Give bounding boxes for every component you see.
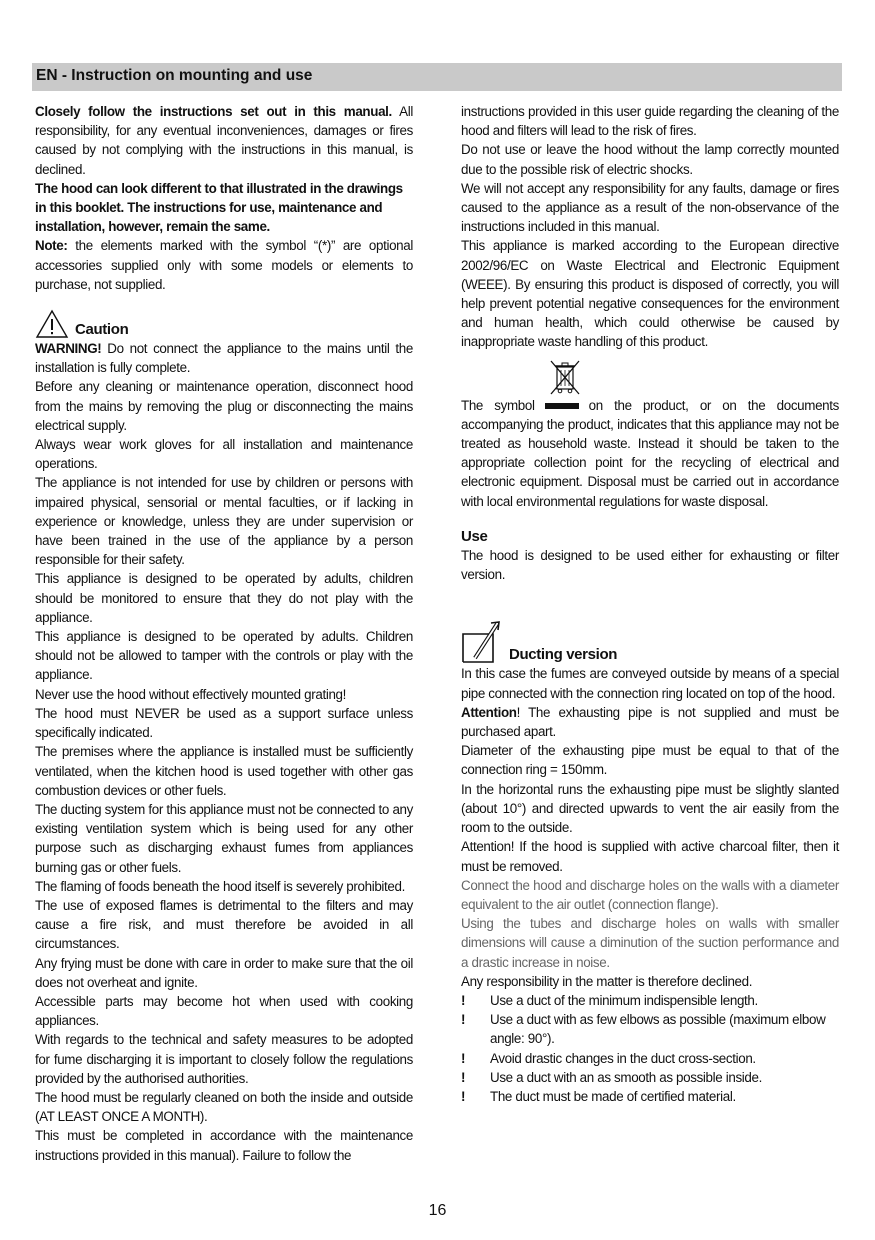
crossed-out-bin-icon [547, 358, 583, 396]
exclamation-icon: ! [461, 1088, 466, 1104]
right-paragraph-2: Do not use or leave the hood without the lamp correctly mounted due to the possible risk of electric shocks. [461, 142, 839, 177]
caution-paragraph-2: Always wear work gloves for all installation and maintenance operations. [35, 437, 413, 472]
caution-paragraph-1: Before any cleaning or maintenance operation, disconnect hood from the mains by removing the plug or disconnecting the mains electrical supply. [35, 379, 413, 433]
caution-paragraph-11: The use of exposed flames is detrimental to the filters and may cause a fire risk, and must therefore be avoided in all circumstances. [35, 897, 413, 952]
bullet-text: The duct must be made of certified material. [490, 1088, 736, 1104]
caution-paragraph-3: The appliance is not intended for use by children or persons with impaired physical, sensorial or mental faculties, or if lacking in experience or knowledge, unless they are under supervision or have been trained in the use of the appliance by a person responsible for their safety. [35, 475, 413, 568]
note-paragraph [35, 236, 413, 294]
caution-paragraph-14: With regards to the technical and safety measures to be adopted for fume discharging it is important to closely follow the regulations provided by the authorised authorities. [35, 1032, 413, 1086]
responsibility-text: Any responsibility in the matter is therefore declined. [461, 973, 753, 989]
ducting-title: Ducting version [509, 646, 618, 664]
intro-bold: Closely follow the instructions set out in this manual. [35, 104, 392, 119]
caution-heading [35, 309, 413, 339]
right-column [461, 102, 839, 1106]
symbol-paragraph [461, 396, 839, 511]
warning-text: Do not connect the appliance to the mains until the installation is fully complete. [35, 341, 413, 376]
left-column [35, 102, 413, 1165]
intro-text: All responsibility, for any eventual inconveniences, damages or fires caused by not complying with the instructions in this manual, is declined. [35, 104, 413, 177]
ducting-house-icon [461, 620, 503, 664]
page-title: EN - Instruction on mounting and use [36, 67, 313, 84]
weee-paragraph: This appliance is marked according to the European directive 2002/96/EC on Waste Electrical and Electronic Equipment (WEEE). By ensuring this product is disposed of correctly, you will help prevent potential negative consequences for the environment and human health, which could otherwise be caused by inappropriate waste handling of this product. [461, 238, 839, 350]
attention-label: Attention [461, 704, 517, 720]
list-item [461, 991, 839, 1010]
right-paragraph-3: We will not accept any responsibility for any faults, damage or fires caused to the appliance as a result of the non-observance of the instructions included in this manual. [461, 180, 839, 235]
caution-paragraph-13: Accessible parts may become hot when used with cooking appliances. [35, 993, 413, 1029]
use-text: The hood is designed to be used either for exhausting or filter version. [461, 548, 839, 583]
list-item [461, 1087, 839, 1106]
caution-paragraph-6: Never use the hood without effectively mounted grating! [35, 686, 347, 702]
appearance-notice: The hood can look different to that illustrated in the drawings in this booklet. The instructions for use, maintenance and installation, however, remain the same. [35, 180, 403, 235]
page-number: 16 [428, 1202, 447, 1219]
attention-paragraph [461, 703, 839, 741]
caution-paragraph-4: This appliance is designed to be operated by adults, children should be monitored to ensure that they do not play with the appliance. [35, 571, 413, 625]
list-item [461, 1010, 839, 1048]
caution-paragraph-15: The hood must be regularly cleaned on both the inside and outside (AT LEAST ONCE A MONTH). [35, 1089, 413, 1125]
caution-paragraph-7: The hood must NEVER be used as a support surface unless specifically indicated. [35, 705, 413, 741]
caution-paragraph-8: The premises where the appliance is installed must be sufficiently ventilated, when the kitchen hood is used together with other gas combustion devices or other fuels. [35, 744, 413, 798]
warning-label: WARNING! [35, 341, 102, 357]
bullet-text: Use a duct with as few elbows as possible (maximum elbow angle: 90°). [490, 1012, 826, 1047]
smaller-dimensions-text: Using the tubes and discharge holes on walls with smaller dimensions will cause a diminution of the suction performance and a drastic increase in noise. [461, 916, 839, 970]
caution-title: Caution [75, 320, 129, 338]
caution-paragraph-16: This must be completed in accordance with the maintenance instructions provided in this manual). Failure to follow the [35, 1128, 413, 1163]
connect-text: Connect the hood and discharge holes on the walls with a diameter equivalent to the air outlet (connection flange). [461, 877, 839, 912]
ducting-heading [461, 620, 839, 664]
symbol-bar-icon [545, 403, 579, 409]
symbol-text-before: The symbol [461, 397, 535, 413]
intro-paragraph [35, 102, 413, 179]
bullet-text: Avoid drastic changes in the duct cross-section. [490, 1050, 756, 1066]
ducting-text: In this case the fumes are conveyed outside by means of a special pipe connected with the connection ring located on top of the hood. [461, 666, 839, 701]
page-header-bar [32, 63, 842, 91]
weee-symbol-area [461, 352, 839, 396]
right-paragraph-1: instructions provided in this user guide regarding the cleaning of the hood and filters will lead to the risk of fires. [461, 104, 839, 139]
bullet-text: Use a duct with an as smooth as possible inside. [490, 1069, 762, 1085]
horizontal-text: In the horizontal runs the exhausting pipe must be slightly slanted (about 10°) and directed upwards to vent the air easily from the room to the outside. [461, 781, 839, 836]
caution-paragraph-10: The flaming of foods beneath the hood itself is severely prohibited. [35, 878, 405, 894]
exclamation-icon: ! [461, 1012, 466, 1028]
caution-paragraph-12: Any frying must be done with care in order to make sure that the oil does not overheat and ignite. [35, 955, 413, 990]
warning-triangle-icon [35, 309, 69, 339]
warning-paragraph [35, 339, 413, 377]
duct-bullet-list [461, 991, 839, 1106]
exclamation-icon: ! [461, 1069, 466, 1085]
bullet-text: Use a duct of the minimum indispensible length. [490, 992, 758, 1008]
note-label: Note: [35, 238, 68, 254]
attention-text: ! The exhausting pipe is not supplied and must be purchased apart. [461, 704, 839, 740]
symbol-text-after: on the product, or on the documents accompanying the product, indicates that this appliance may not be treated as household waste. Instead it should be taken to the appropriate collection point for the recycling of electrical and electronic equipment. Disposal must be carried out in accordance with local environmental regulations for waste disposal. [461, 397, 839, 509]
diameter-text: Diameter of the exhausting pipe must be equal to that of the connection ring = 150mm. [461, 743, 839, 778]
use-title: Use [461, 527, 488, 545]
list-item [461, 1068, 839, 1087]
list-item [461, 1049, 839, 1068]
exclamation-icon: ! [461, 1050, 466, 1066]
caution-paragraph-9: The ducting system for this appliance must not be connected to any existing ventilation system which is being used for any other purpose such as discharging exhaust fumes from appliances burning gas or other fuels. [35, 801, 413, 875]
charcoal-text: Attention! If the hood is supplied with active charcoal filter, then it must be removed. [461, 839, 839, 874]
exclamation-icon: ! [461, 992, 466, 1008]
note-text: the elements marked with the symbol “(*)” are optional accessories supplied only with some models or elements to purchase, not supplied. [35, 238, 413, 292]
caution-paragraph-5: This appliance is designed to be operated by adults. Children should not be allowed to tamper with the controls or play with the appliance. [35, 629, 413, 683]
